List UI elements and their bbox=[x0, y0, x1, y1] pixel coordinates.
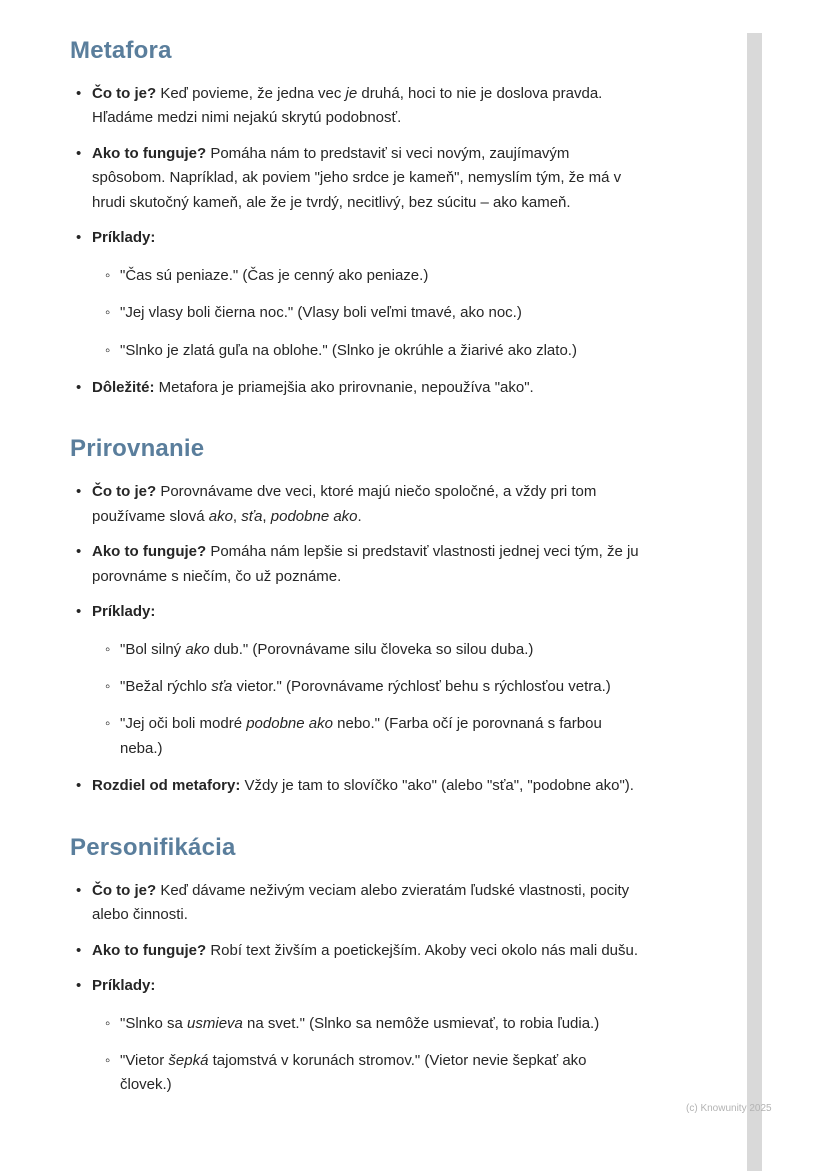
bullet-list bbox=[70, 82, 642, 400]
text-segment: Keď dávame neživým veciam alebo zvieratám ľudské vlastnosti, pocity alebo činnosti. bbox=[92, 881, 630, 924]
text-segment: vietor." (Porovnávame rýchlosť behu s rýchlosťou vetra.) bbox=[232, 678, 611, 695]
text-segment: Metafora je priamejšia ako prirovnanie, nepoužíva "ako". bbox=[154, 378, 534, 396]
text-segment: Keď povieme, že jedna vec bbox=[156, 85, 346, 102]
text-segment: na svet." (Slnko sa nemôže usmievať, to robia ľudia.) bbox=[242, 1014, 600, 1032]
text-segment: nebo." (Farba očí je porovnaná s farbou neba.) bbox=[120, 715, 602, 757]
text-segment: podobne ako bbox=[246, 715, 333, 733]
sub-list-item bbox=[105, 339, 642, 363]
sub-list-item bbox=[105, 712, 642, 761]
bullet-list bbox=[70, 480, 642, 798]
text-segment: Ako to funguje? bbox=[92, 144, 207, 162]
sub-list-item bbox=[105, 264, 642, 288]
sub-list-item bbox=[105, 675, 642, 699]
text-segment: , bbox=[262, 507, 271, 525]
text-segment: ako bbox=[185, 640, 210, 658]
sub-list bbox=[92, 1012, 642, 1098]
list-item bbox=[76, 480, 642, 529]
list-item bbox=[76, 600, 642, 761]
sub-list-item bbox=[105, 1012, 642, 1036]
text-segment: podobne ako bbox=[270, 507, 358, 525]
document-content bbox=[70, 28, 642, 1111]
sub-list-item bbox=[105, 301, 642, 325]
list-item bbox=[76, 376, 642, 400]
list-item bbox=[76, 974, 642, 1098]
text-segment: usmieva bbox=[187, 1014, 243, 1032]
section-title: Metafora bbox=[70, 37, 172, 64]
text-segment: "Bol silný bbox=[120, 640, 186, 658]
list-item bbox=[76, 82, 642, 131]
section-title: Personifikácia bbox=[70, 833, 236, 861]
text-segment: Robí text živším a poetickejším. Akoby veci okolo nás mali dušu. bbox=[206, 941, 639, 959]
scrollbar[interactable] bbox=[747, 33, 762, 1171]
text-segment: "Jej oči boli modré bbox=[120, 715, 247, 733]
list-item bbox=[76, 774, 642, 798]
text-segment: šepká bbox=[168, 1051, 209, 1069]
watermark: (c) Knowunity 2025 bbox=[686, 1103, 772, 1114]
text-segment: , bbox=[232, 507, 242, 525]
text-segment: druhá, hoci to nie je doslova pravda. Hľadáme medzi nimi nejakú skrytú podobnosť. bbox=[92, 85, 603, 127]
list-item bbox=[76, 939, 642, 963]
text-segment: Pomáha nám to predstaviť si veci novým, zaujímavým spôsobom. Napríklad, ak poviem "jeho srdce je kameň", nemyslím tým, že má v hrudi skutočný kameň, ale že je tvrdý, necitlivý, bez súcitu – ako kameň. bbox=[92, 144, 622, 211]
text-segment: Príklady: bbox=[92, 977, 156, 995]
text-segment: Dôležité: bbox=[92, 378, 155, 396]
text-segment: Príklady: bbox=[92, 603, 156, 621]
text-segment: Ako to funguje? bbox=[92, 941, 207, 959]
text-segment: "Slnko je zlatá guľa na oblohe." (Slnko je okrúhle a žiarivé ako zlato.) bbox=[120, 341, 577, 359]
text-segment: ako bbox=[208, 507, 233, 525]
text-segment: "Slnko sa bbox=[120, 1014, 188, 1032]
text-segment: dub." (Porovnávame silu človeka so silou duba.) bbox=[209, 640, 534, 658]
text-segment: "Bežal rýchlo bbox=[120, 678, 212, 695]
sub-list-item bbox=[105, 638, 642, 662]
text-segment: Pomáha nám lepšie si predstaviť vlastnosti jednej veci tým, že ju porovnáme s niečím, čo už poznáme. bbox=[92, 543, 639, 585]
text-segment: . bbox=[357, 507, 362, 525]
text-segment: "Vietor bbox=[120, 1051, 169, 1069]
text-segment: sťa bbox=[211, 678, 233, 695]
sub-list-item bbox=[105, 1049, 642, 1098]
text-segment: sťa bbox=[241, 507, 263, 525]
text-segment: "Čas sú peniaze." (Čas je cenný ako peniaze.) bbox=[120, 266, 429, 284]
list-item bbox=[76, 879, 642, 928]
text-segment: "Jej vlasy boli čierna noc." (Vlasy boli veľmi tmavé, ako noc.) bbox=[120, 304, 522, 322]
list-item bbox=[76, 142, 642, 215]
text-segment: Čo to je? bbox=[92, 483, 157, 501]
text-segment: tajomstvá v korunách stromov." (Vietor nevie šepkať ako človek.) bbox=[120, 1051, 587, 1094]
text-segment: Vždy je tam to slovíčko "ako" (alebo "sťa", "podobne ako"). bbox=[240, 777, 634, 795]
text-segment: Porovnávame dve veci, ktoré majú niečo spoločné, a vždy pri tom používame slová bbox=[92, 483, 597, 525]
text-segment: Rozdiel od metafory: bbox=[92, 777, 241, 795]
list-item bbox=[76, 226, 642, 363]
text-segment: Ako to funguje? bbox=[92, 543, 207, 561]
text-segment: Čo to je? bbox=[92, 85, 157, 102]
text-segment: Príklady: bbox=[92, 229, 156, 247]
bullet-list bbox=[70, 879, 642, 1098]
list-item bbox=[76, 540, 642, 589]
sub-list bbox=[92, 264, 642, 363]
section-title: Prirovnanie bbox=[70, 435, 205, 463]
text-segment: Čo to je? bbox=[92, 881, 157, 899]
text-segment: je bbox=[345, 85, 358, 102]
sub-list bbox=[92, 638, 642, 762]
